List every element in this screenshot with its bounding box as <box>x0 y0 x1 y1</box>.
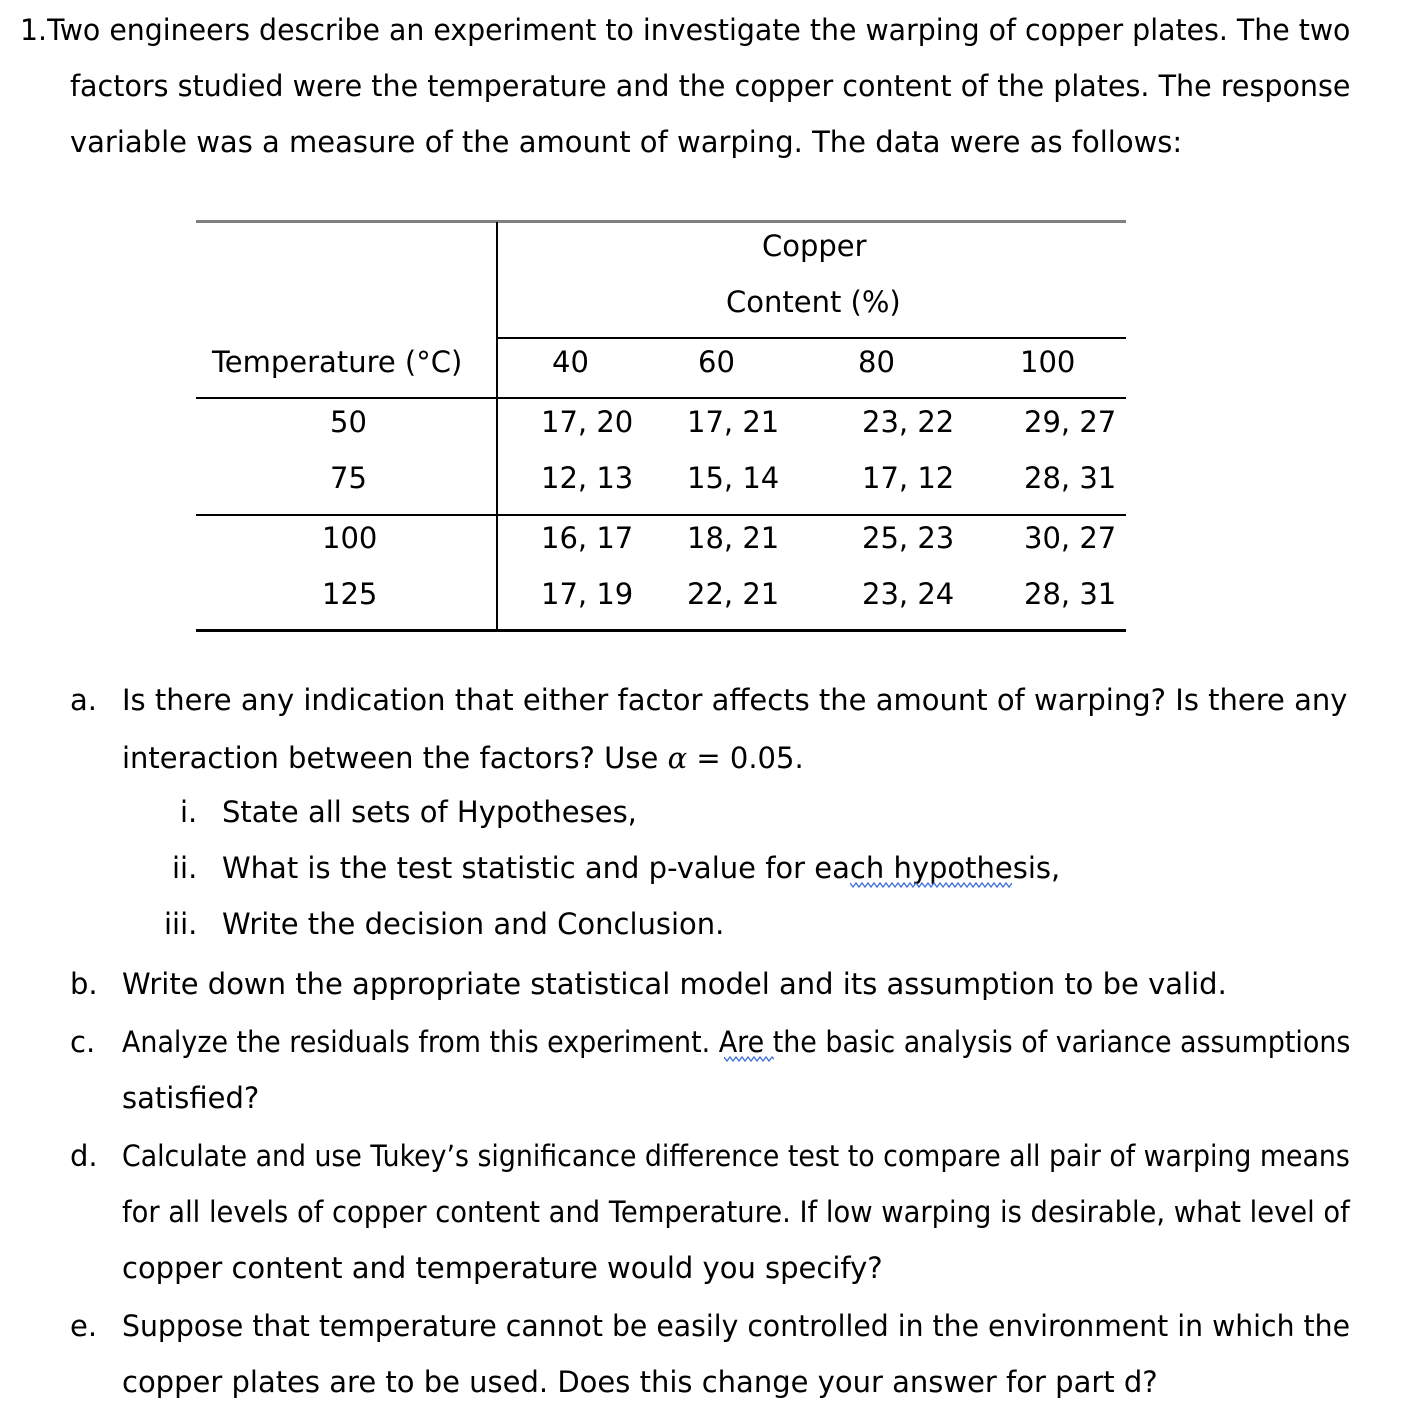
table-cell: 29, 27 <box>1024 405 1117 439</box>
group-header-content: Content (%) <box>726 285 901 319</box>
table-cell: 16, 17 <box>541 521 634 555</box>
column-header-60: 60 <box>698 345 735 379</box>
table-cell: 28, 31 <box>1024 577 1117 611</box>
table-cell: 30, 27 <box>1024 521 1117 555</box>
header-rule <box>496 337 1126 339</box>
row-temp-50: 50 <box>330 405 367 439</box>
intro-line-3: variable was a measure of the amount of warping. The data were as follows: <box>70 125 1183 159</box>
table-cell: 23, 22 <box>862 405 955 439</box>
table-cell: 23, 24 <box>862 577 955 611</box>
question-e-line-1: Suppose that temperature cannot be easily controlled in the environment in which the <box>122 1309 1350 1343</box>
question-c-marker: c. <box>70 1025 96 1059</box>
table-cell: 28, 31 <box>1024 461 1117 495</box>
question-a-line-2 <box>122 741 804 775</box>
spellcheck-squiggle <box>724 1056 774 1062</box>
sub-iii-text: Write the decision and Conclusion. <box>222 907 725 941</box>
column-header-100: 100 <box>1020 345 1076 379</box>
row-header-temperature: Temperature (°C) <box>212 345 463 379</box>
intro-line-1: 1.Two engineers describe an experiment to investigate the warping of copper plates. The two <box>20 13 1351 47</box>
group-header-copper: Copper <box>762 229 867 263</box>
sub-iii-marker: iii. <box>164 907 198 941</box>
table-cell: 17, 12 <box>862 461 955 495</box>
column-header-80: 80 <box>858 345 895 379</box>
sub-ii-text: What is the test statistic and p-value for each hypothesis, <box>222 851 1061 885</box>
question-b-line-1: Write down the appropriate statistical model and its assumption to be valid. <box>122 967 1227 1001</box>
sub-i-text: State all sets of Hypotheses, <box>222 795 637 829</box>
question-e-line-2: copper plates are to be used. Does this change your answer for part d? <box>122 1365 1158 1399</box>
column-header-40: 40 <box>552 345 589 379</box>
table-cell: 17, 20 <box>541 405 634 439</box>
question-c-line-1: Analyze the residuals from this experiment. Are the basic analysis of variance assumptions <box>122 1025 1351 1059</box>
column-header-rule <box>196 397 1126 399</box>
table-vertical-rule <box>496 222 498 631</box>
question-a-line-2-text: interaction between the factors? Use <box>122 741 668 775</box>
question-d-marker: d. <box>70 1139 98 1173</box>
question-c-line-2: satisfied? <box>122 1081 260 1115</box>
table-cell: 18, 21 <box>687 521 780 555</box>
table-cell: 22, 21 <box>687 577 780 611</box>
question-d-line-2: for all levels of copper content and Temperature. If low warping is desirable, what level of <box>122 1195 1350 1229</box>
table-bottom-rule <box>196 629 1126 632</box>
row-temp-100: 100 <box>322 521 378 555</box>
question-b-marker: b. <box>70 967 98 1001</box>
question-d-line-3: copper content and temperature would you specify? <box>122 1251 883 1285</box>
spellcheck-squiggle <box>850 882 1012 888</box>
intro-line-2: factors studied were the temperature and the copper content of the plates. The response <box>70 69 1351 103</box>
question-d-line-1: Calculate and use Tukey’s significance difference test to compare all pair of warping means <box>122 1139 1350 1173</box>
question-a-marker: a. <box>70 683 97 717</box>
table-cell: 15, 14 <box>687 461 780 495</box>
alpha-symbol: α <box>667 741 688 775</box>
table-cell: 17, 21 <box>687 405 780 439</box>
table-cell: 25, 23 <box>862 521 955 555</box>
question-a-line-1: Is there any indication that either factor affects the amount of warping? Is there any <box>122 683 1348 717</box>
alpha-value: = 0.05. <box>687 741 804 775</box>
question-e-marker: e. <box>70 1309 98 1343</box>
row-temp-125: 125 <box>322 577 378 611</box>
row-temp-75: 75 <box>330 461 367 495</box>
sub-ii-marker: ii. <box>172 851 198 885</box>
mid-rule <box>196 514 1126 516</box>
table-top-rule <box>196 220 1126 223</box>
table-cell: 17, 19 <box>541 577 634 611</box>
sub-i-marker: i. <box>180 795 198 829</box>
table-cell: 12, 13 <box>541 461 634 495</box>
